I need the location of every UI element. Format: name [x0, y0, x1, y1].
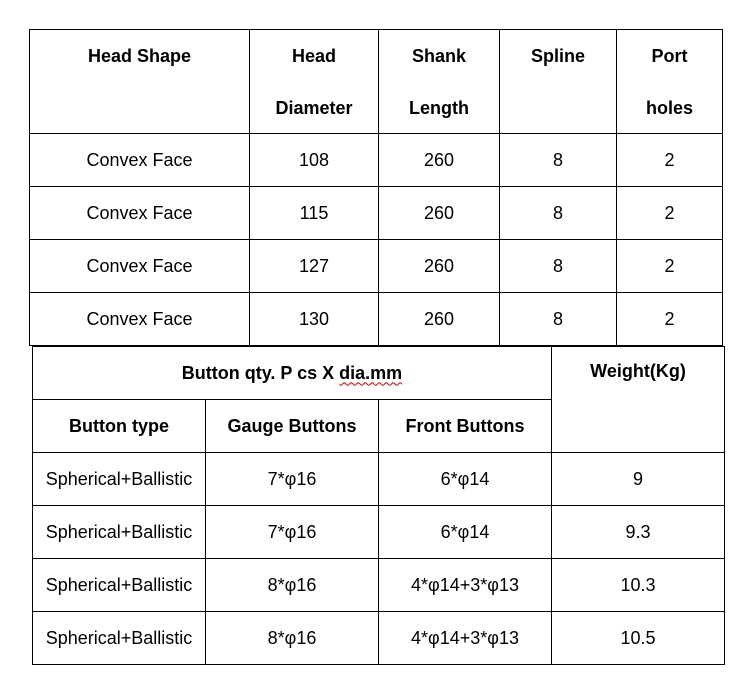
header-spline: Spline: [500, 30, 617, 134]
cell-shank-length: 260: [379, 293, 500, 346]
cell-spline: 8: [500, 293, 617, 346]
button-spec-header-row: [33, 347, 725, 400]
cell-weight: 9: [552, 453, 725, 506]
cell-spline: 8: [500, 187, 617, 240]
header-button-qty: [33, 347, 552, 400]
table-row: [30, 134, 723, 187]
cell-gauge-buttons: 8*φ16: [206, 559, 379, 612]
cell-button-type: Spherical+Ballistic: [33, 559, 206, 612]
header-port-holes: Port holes: [617, 30, 723, 134]
head-spec-table: [29, 29, 723, 346]
cell-weight: 10.5: [552, 612, 725, 665]
table-row: [30, 293, 723, 346]
cell-head-diameter: 127: [250, 240, 379, 293]
cell-head-shape: Convex Face: [30, 240, 250, 293]
header-gauge-buttons: Gauge Buttons: [206, 400, 379, 453]
cell-shank-length: 260: [379, 134, 500, 187]
cell-shank-length: 260: [379, 187, 500, 240]
table-row: [33, 506, 725, 559]
cell-gauge-buttons: 7*φ16: [206, 453, 379, 506]
cell-port-holes: 2: [617, 187, 723, 240]
cell-port-holes: 2: [617, 134, 723, 187]
table-row: [33, 453, 725, 506]
table-row: [33, 612, 725, 665]
cell-front-buttons: 4*φ14+3*φ13: [379, 612, 552, 665]
cell-head-shape: Convex Face: [30, 187, 250, 240]
cell-gauge-buttons: 7*φ16: [206, 506, 379, 559]
cell-spline: 8: [500, 134, 617, 187]
head-spec-header-row: [30, 30, 723, 134]
table-row: [30, 187, 723, 240]
cell-head-diameter: 115: [250, 187, 379, 240]
table-row: [33, 559, 725, 612]
header-head-diameter: Head Diameter: [250, 30, 379, 134]
cell-head-diameter: 130: [250, 293, 379, 346]
cell-button-type: Spherical+Ballistic: [33, 506, 206, 559]
header-front-buttons: Front Buttons: [379, 400, 552, 453]
header-weight: Weight(Kg): [552, 347, 725, 453]
cell-head-diameter: 108: [250, 134, 379, 187]
cell-front-buttons: 4*φ14+3*φ13: [379, 559, 552, 612]
button-spec-table: [32, 346, 725, 665]
cell-head-shape: Convex Face: [30, 293, 250, 346]
cell-shank-length: 260: [379, 240, 500, 293]
cell-button-type: Spherical+Ballistic: [33, 612, 206, 665]
cell-weight: 9.3: [552, 506, 725, 559]
header-head-shape: Head Shape: [30, 30, 250, 134]
header-shank-length: Shank Length: [379, 30, 500, 134]
cell-spline: 8: [500, 240, 617, 293]
cell-head-shape: Convex Face: [30, 134, 250, 187]
header-button-qty-prefix: Button qty. P cs X: [181, 362, 340, 383]
cell-front-buttons: 6*φ14: [379, 453, 552, 506]
table-row: [30, 240, 723, 293]
header-button-qty-suffix: dia.mm: [339, 362, 403, 383]
cell-weight: 10.3: [552, 559, 725, 612]
cell-gauge-buttons: 8*φ16: [206, 612, 379, 665]
header-button-type: Button type: [33, 400, 206, 453]
cell-button-type: Spherical+Ballistic: [33, 453, 206, 506]
cell-port-holes: 2: [617, 293, 723, 346]
cell-front-buttons: 6*φ14: [379, 506, 552, 559]
cell-port-holes: 2: [617, 240, 723, 293]
